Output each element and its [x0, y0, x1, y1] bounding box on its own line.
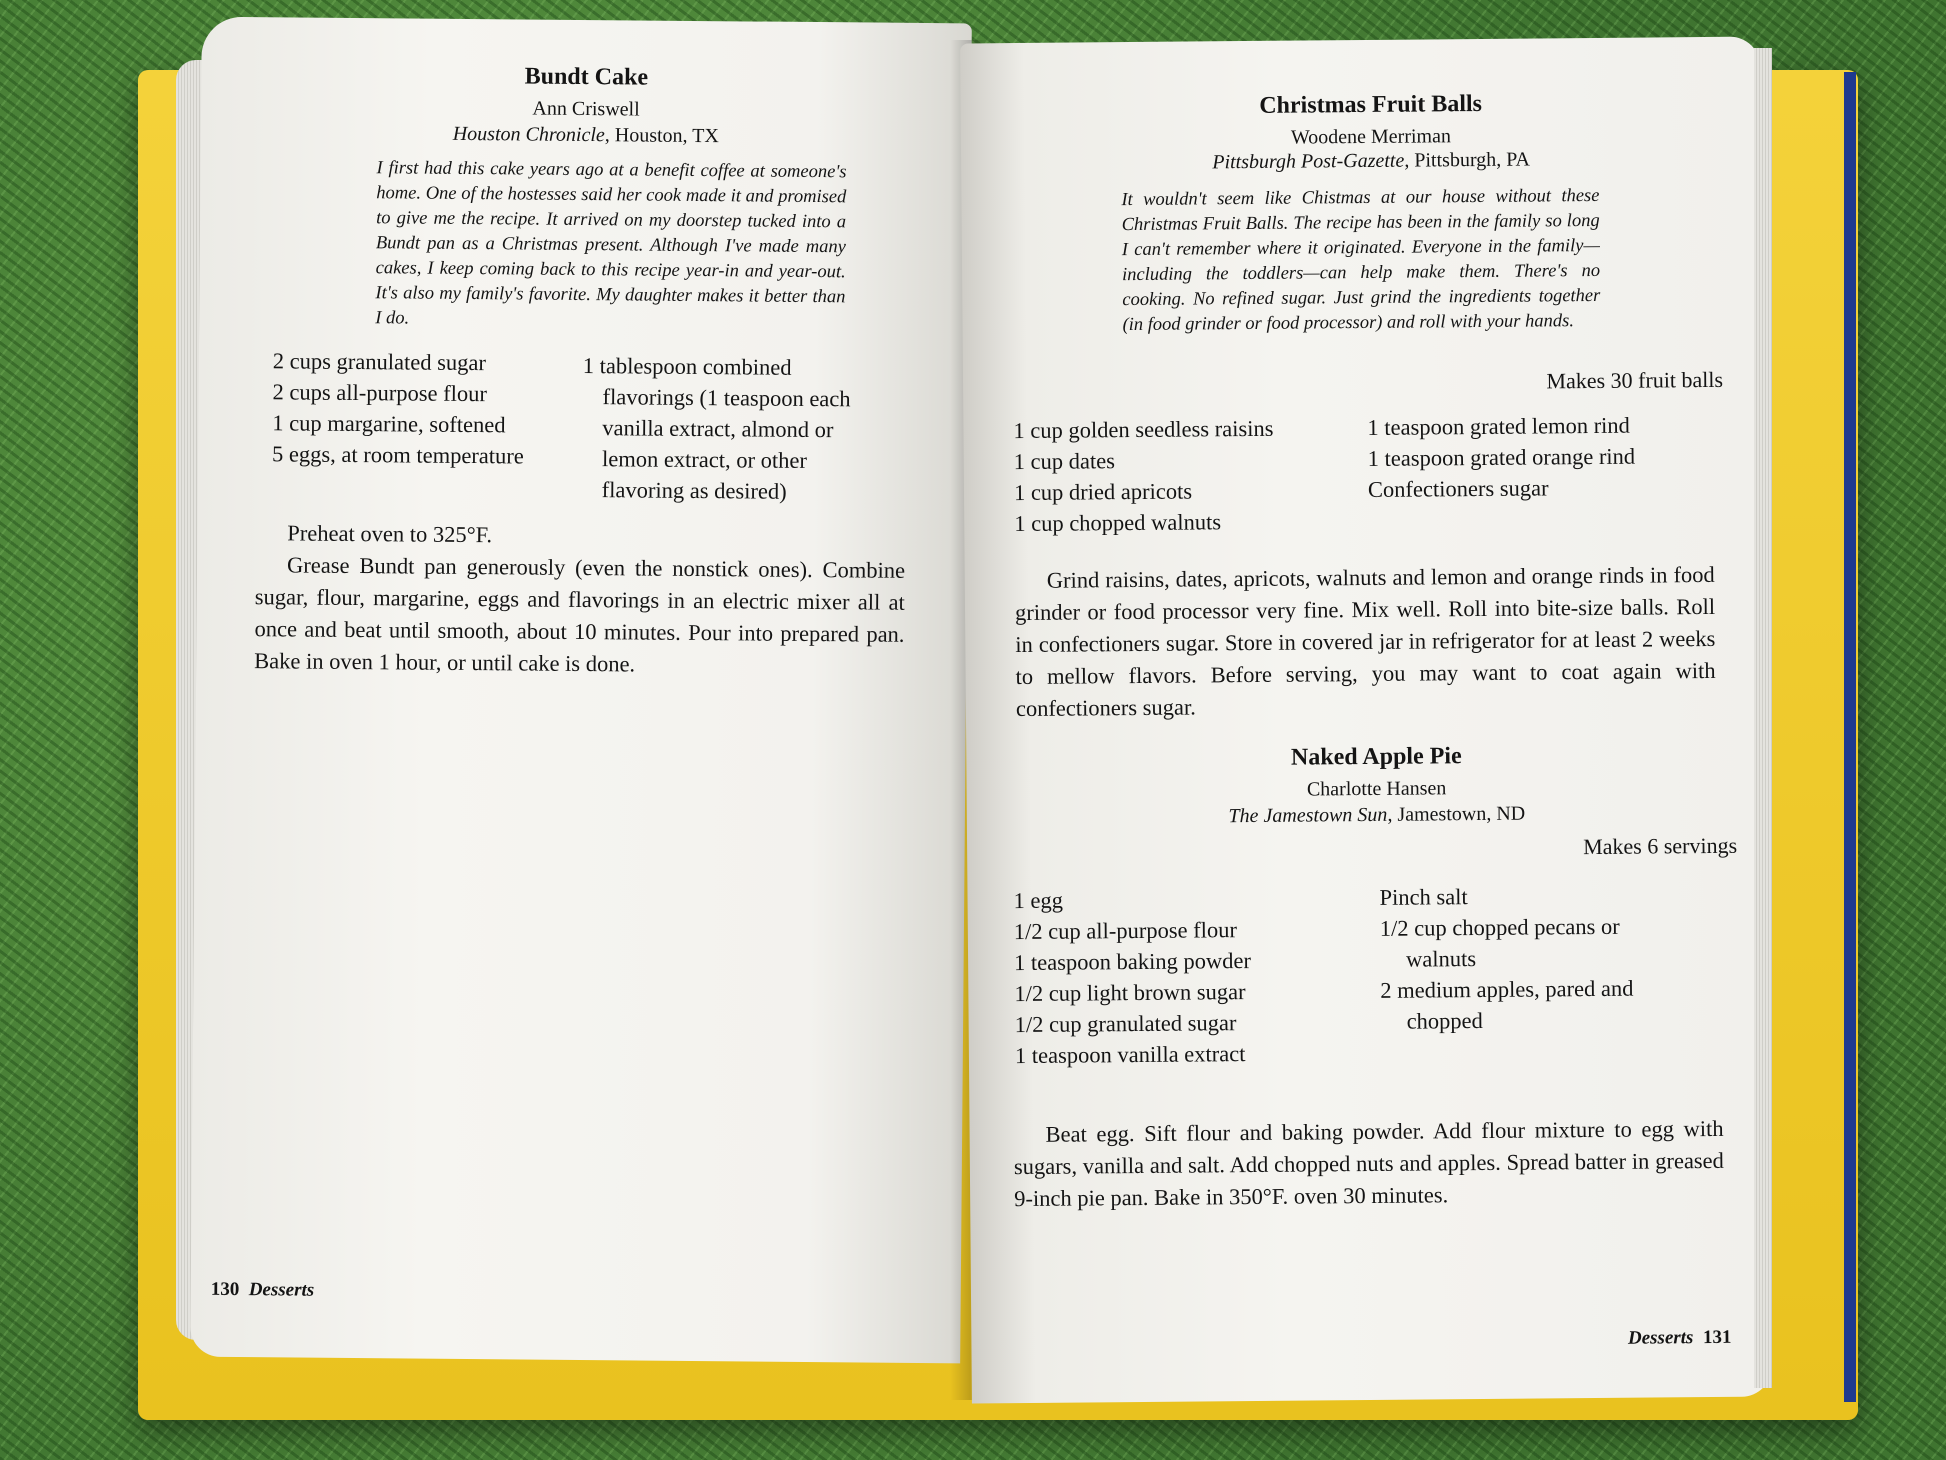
recipe-author: Charlotte Hansen	[1306, 777, 1447, 801]
source-paper: The Jamestown Sun	[1228, 803, 1388, 828]
ingredient: 1 cup dates	[1013, 448, 1116, 475]
recipe-directions	[1015, 559, 1716, 725]
ingredients-column-2	[582, 350, 851, 507]
ingredients-column-2	[1367, 410, 1635, 505]
page-folio-left	[211, 1279, 315, 1302]
ingredient: lemon extract, or other	[601, 446, 808, 473]
ingredient: 5 eggs, at room temperature	[271, 441, 524, 469]
ingredient: 1/2 cup all-purpose flour	[1013, 917, 1238, 945]
book-spine-blue-edge	[1844, 72, 1856, 1402]
recipe-source	[1021, 147, 1721, 176]
ingredient: Confectioners sugar	[1367, 475, 1549, 502]
direction-paragraph: Preheat oven to 325°F.	[287, 520, 493, 548]
ingredient: 1 teaspoon grated orange rind	[1367, 443, 1636, 471]
source-city: , Pittsburgh, PA	[1404, 148, 1531, 172]
page-edges-right	[1754, 48, 1772, 1388]
ingredient: flavorings (1 teaspoon each	[602, 384, 851, 412]
ingredient: 1 teaspoon grated lemon rind	[1367, 412, 1630, 440]
section-name: Desserts	[248, 1279, 315, 1301]
ingredient: 1 egg	[1013, 887, 1064, 914]
section-name: Desserts	[1627, 1327, 1694, 1349]
page-number: 131	[1702, 1326, 1732, 1349]
recipe-title: Bundt Cake	[524, 63, 649, 91]
page-folio-right	[1628, 1327, 1732, 1350]
ingredient: flavoring as desired)	[601, 477, 787, 504]
recipe-yield: Makes 6 servings	[1583, 832, 1738, 860]
recipe-intro: I first had this cake years ago at a benefit coffee at someone's home. One of the hostesses said her cook made it and promised to give me the recipe. It arrived on my doorstep tucked into a Bundt pan as a Christmas present. Although I've made many cakes, I keep coming back to this recipe year-in and year-out. It's also my family's favorite. My daughter makes it better than I do.	[375, 158, 847, 329]
ingredient: 2 medium apples, pared and	[1380, 975, 1634, 1003]
ingredient: vanilla extract, almond or	[602, 415, 834, 443]
recipe-title: Christmas Fruit Balls	[1259, 90, 1483, 119]
recipe-author: Ann Criswell	[532, 97, 640, 121]
ingredient: 1 cup dried apricots	[1013, 478, 1193, 506]
ingredient: Pinch salt	[1379, 884, 1468, 910]
ingredient: 1/2 cup chopped pecans or	[1379, 913, 1620, 941]
ingredient: 1 teaspoon baking powder	[1013, 948, 1252, 976]
recipe-intro: It wouldn't seem like Chistmas at our house without these Christmas Fruit Balls. The recipe has been in the family so long I can't remember where it originated. Everyone in the family—including the toddlers—can help make them. There's no cooking. No refined sugar. Just grind the ingredients together (in food grinder or food processor) and roll with your hands.	[1121, 185, 1601, 336]
direction-paragraph: Grind raisins, dates, apricots, walnuts and lemon and orange rinds in food grinder or food processor very fine. Mix well. Roll into bite-size balls. Roll in confectioners sugar. Store in covered jar in refrigerator for at least 2 weeks to mellow flavors. Before serving, you may want to coat again with confectioners sugar.	[1014, 561, 1716, 722]
ingredient: 1 cup margarine, softened	[272, 410, 506, 438]
direction-paragraph: Grease Bundt pan generously (even the nonstick ones). Combine sugar, flour, margarine, eggs and flavorings in an electric mixer all at once and beat until smooth, about 10 minutes. Pour into prepared pan. Bake in oven 1 hour, or until cake is done.	[254, 552, 906, 677]
source-city: , Jamestown, ND	[1387, 802, 1526, 826]
recipe-source	[1027, 801, 1727, 830]
ingredient: 2 cups granulated sugar	[272, 348, 487, 376]
page-number: 130	[210, 1278, 240, 1301]
ingredient: 2 cups all-purpose flour	[272, 379, 488, 407]
source-paper: Pittsburgh Post-Gazette	[1212, 149, 1405, 174]
direction-paragraph: Beat egg. Sift flour and baking powder. Add flour mixture to egg with sugars, vanilla and salt. Add chopped nuts and apples. Spread batter in greased 9-inch pie pan. Bake in 350°F. oven 30 minutes.	[1013, 1115, 1724, 1212]
recipe-title: Naked Apple Pie	[1290, 743, 1462, 771]
right-page	[960, 37, 1772, 1404]
source-city: , Houston, TX	[604, 124, 719, 148]
ingredient: walnuts	[1405, 946, 1477, 972]
ingredient: 1 cup golden seedless raisins	[1013, 415, 1274, 444]
recipe-yield: Makes 30 fruit balls	[1546, 366, 1724, 394]
ingredient: 1 tablespoon combined	[582, 353, 792, 380]
recipe-directions	[1013, 1113, 1724, 1215]
recipe-author: Woodene Merriman	[1290, 125, 1452, 149]
ingredients-column-1	[272, 345, 525, 471]
ingredients-column-1	[1013, 413, 1274, 539]
recipe-source	[201, 121, 971, 151]
ingredient: 1/2 cup granulated sugar	[1014, 1010, 1237, 1038]
recipe-directions	[254, 517, 905, 683]
ingredient: 1/2 cup light brown sugar	[1014, 979, 1246, 1007]
ingredient: 1 teaspoon vanilla extract	[1014, 1041, 1246, 1069]
ingredients-column-2	[1379, 880, 1633, 1037]
ingredients-column-1	[1013, 883, 1251, 1071]
left-page	[190, 17, 972, 1364]
ingredient: chopped	[1406, 1007, 1483, 1034]
source-paper: Houston Chronicle	[452, 122, 605, 147]
ingredient: 1 cup chopped walnuts	[1014, 509, 1222, 537]
